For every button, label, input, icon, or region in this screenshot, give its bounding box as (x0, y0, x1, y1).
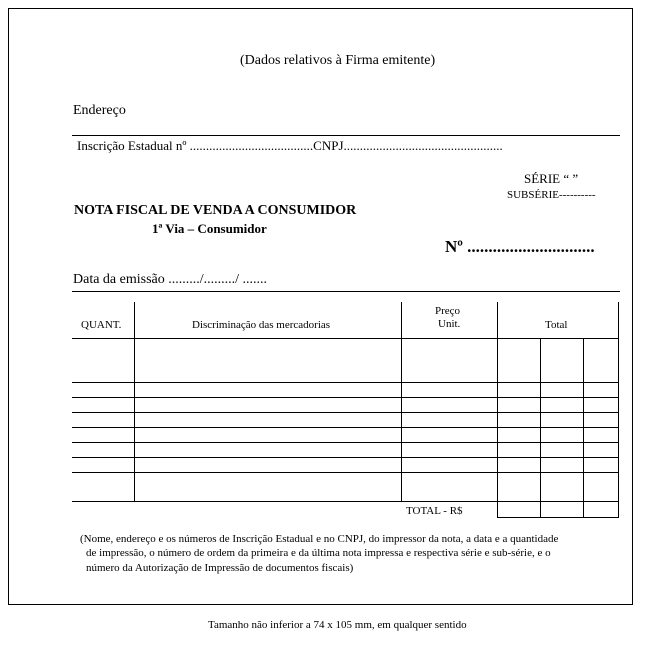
table-row (72, 382, 619, 383)
table-row (72, 457, 619, 458)
table-row (72, 442, 619, 443)
state-registration-line: Inscrição Estadual nº ......................................CNPJ................................................. (77, 138, 503, 153)
column-description: Discriminação das mercadorias (192, 319, 331, 331)
invoice-number: Nº .............................. (445, 237, 595, 256)
column-unit-price: Preço (435, 305, 461, 317)
table-divider-price (497, 302, 498, 518)
table-divider-total-extra (583, 338, 584, 518)
column-unit-price-unit: Unit. (438, 318, 461, 330)
table-row (72, 412, 619, 413)
column-qty: QUANT. (81, 319, 122, 331)
serie-label: SÉRIE “ ” (524, 171, 579, 186)
table-row (72, 397, 619, 398)
size-caption: Tamanho não inferior a 74 x 105 mm, em qualquer sentido (208, 619, 467, 631)
table-right-border (618, 302, 619, 518)
document-title: NOTA FISCAL DE VENDA A CONSUMIDOR (74, 203, 357, 218)
footer-note-line2: de impressão, o número de ordem da primeira e da última nota impressa e respectiva série e sub-série, e o (86, 547, 551, 559)
subserie-label: SUBSÉRIE---------- (507, 189, 596, 201)
table-bottom-line (72, 501, 619, 502)
address-label: Endereço (73, 103, 126, 118)
total-label: TOTAL - R$ (406, 505, 463, 517)
copy-label: 1ª Via – Consumidor (152, 221, 267, 236)
address-line (72, 135, 620, 136)
table-header-line (72, 338, 619, 339)
table-divider-total-cents (540, 338, 541, 518)
table-row (72, 427, 619, 428)
company-data-note: (Dados relativos à Firma emitente) (240, 53, 436, 68)
table-row (72, 472, 619, 473)
date-line (72, 291, 620, 292)
emission-date: Data da emissão ........./........./ ....... (73, 272, 268, 287)
footer-note-line1: (Nome, endereço e os números de Inscrição Estadual e no CNPJ, do impressor da nota, a data e a quantidade (80, 533, 559, 545)
footer-note-line3: número da Autorização de Impressão de documentos fiscais) (86, 562, 354, 574)
column-total: Total (545, 319, 568, 331)
total-box-bottom (497, 517, 619, 518)
